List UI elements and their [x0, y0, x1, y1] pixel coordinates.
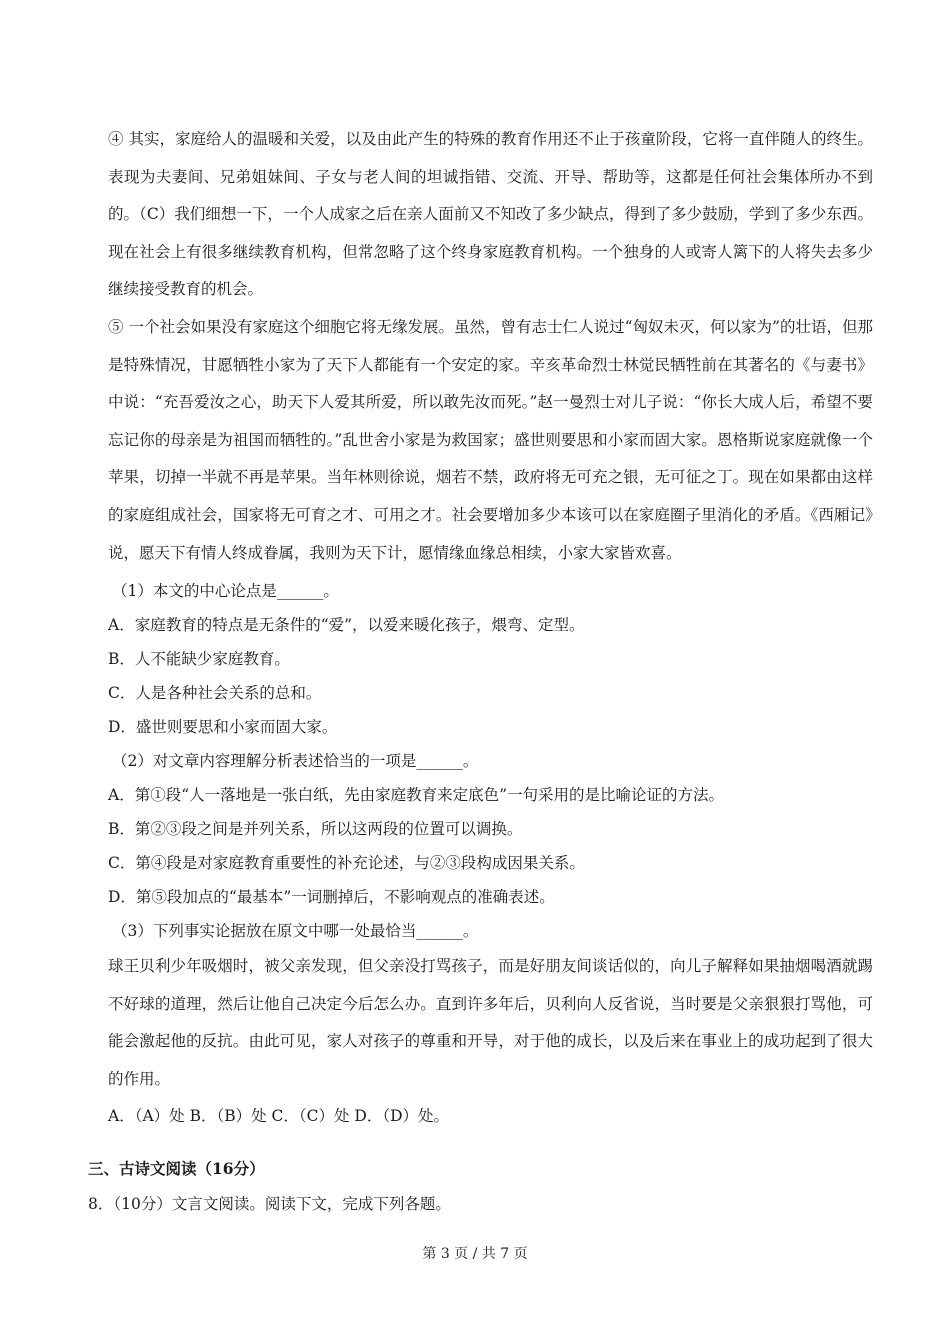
page-footer: 第 3 页 / 共 7 页	[422, 1246, 528, 1262]
paragraph-4: ④ 其实，家庭给人的温暖和关爱，以及由此产生的特殊的教育作用还不止于孩童阶段，它将一直伴随人的终生。表现为夫妻间、兄弟姐妹间、子女与老人间的坦诚指错、交流、开导、帮助等，这都是任何社会集体所办不到的。（C）我们细想一下，一个人成家之后在亲人面前又不知改了多少缺点，得到了多少鼓励，学到了多少东西。现在社会上有很多继续教育机构，但常忽略了这个终身家庭教育机构。一个独身的人或寄人篱下的人将失去多少继续接受教育的机会。	[108, 130, 873, 299]
paragraph-5: ⑤ 一个社会如果没有家庭这个细胞它将无缘发展。虽然，曾有志士仁人说过“匈奴未灭，何以家为”的壮语，但那是特殊情况，甘愿牺牲小家为了天下人都能有一个安定的家。辛亥革命烈士林觉民牺牲前在其著名的《与妻书》中说：“充吾爱汝之心，助天下人爱其所爱，所以敢先汝而死。”赵一曼烈士对儿子说：“你长大成人后，希望不要忘记你的母亲是为祖国而牺牲的。”乱世舍小家是为救国家；盛世则要思和小家而固大家。恩格斯说家庭就像一个苹果，切掉一半就不再是苹果。当年林则徐说，烟若不禁，政府将无可充之银，无可征之丁。现在如果都由这样的家庭组成社会，国家将无可育之才、可用之才。社会要增加多少本该可以在家庭圈子里消化的矛盾。《西厢记》说，愿天下有情人终成眷属，我则为天下计，愿情缘血缘总相续，小家大家皆欢喜。	[108, 317, 873, 562]
question-2-stem: （2）对文章内容理解分析表述恰当的一项是______。	[112, 752, 479, 771]
question-1-option-a: A．家庭教育的特点是无条件的“爱”，以爱来暖化孩子，煨弯、定型。	[108, 616, 585, 635]
page-content	[108, 121, 873, 1133]
question-1-option-d: D．盛世则要思和小家而固大家。	[108, 718, 338, 737]
question-2-option-b: B．第②③段之间是并列关系，所以这两段的位置可以调换。	[108, 820, 523, 839]
question-8-stem: 8．（10分）文言文阅读。阅读下文，完成下列各题。	[88, 1195, 451, 1213]
question-1-option-b: B．人不能缺少家庭教育。	[108, 650, 290, 669]
question-1-stem: （1）本文的中心论点是______。	[112, 582, 339, 601]
question-2-option-c: C．第④段是对家庭教育重要性的补充论述，与②③段构成因果关系。	[108, 854, 585, 873]
section-heading: 三、古诗文阅读（16分）	[88, 1159, 265, 1178]
question-2-option-d: D．第⑤段加点的“最基本”一词删掉后，不影响观点的准确表述。	[108, 888, 555, 907]
question-3-stem: （3）下列事实论据放在原文中哪一处最恰当______。	[112, 922, 479, 941]
question-3-material: 球王贝利少年吸烟时，被父亲发现，但父亲没打骂孩子，而是好朋友间谈话似的，向儿子解释如果抽烟喝酒就踢不好球的道理，然后让他自己决定今后怎么办。直到许多年后，贝利向人反省说，当时要是父亲狠狠打骂他，可能会激起他的反抗。由此可见，家人对孩子的尊重和开导，对于他的成长，以及后来在事业上的成功起到了很大的作用。	[108, 957, 873, 1088]
question-3-options: A．（A）处 B．（B）处 C．（C）处 D．（D）处。	[108, 1106, 450, 1125]
question-1-option-c: C．人是各种社会关系的总和。	[108, 684, 322, 703]
question-2-option-a: A．第①段“人一落地是一张白纸，先由家庭教育来定底色”一句采用的是比喻论证的方法。	[108, 786, 725, 805]
